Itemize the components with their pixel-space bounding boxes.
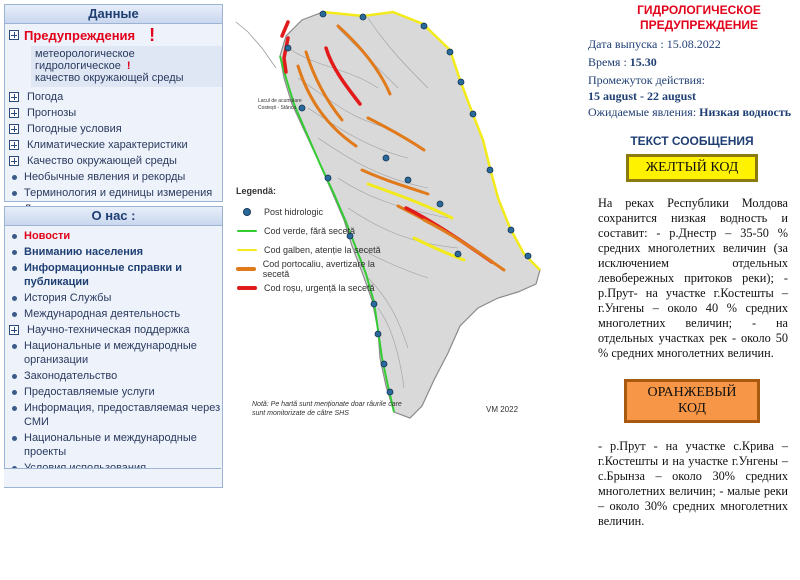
legend-label: Post hidrologic <box>264 206 324 217</box>
legend-item <box>236 221 396 240</box>
about-menu-item[interactable] <box>5 384 222 400</box>
river-red-4 <box>282 22 288 36</box>
validity-value-text: 15 august - 22 august <box>588 89 697 103</box>
bullet-icon <box>12 191 17 196</box>
about-menu-item[interactable] <box>5 430 222 460</box>
post-marker-icon <box>236 208 258 216</box>
menu-item-label[interactable]: Климатические характеристики <box>27 139 188 151</box>
submenu-item-environment[interactable]: качество окружающей среды <box>35 72 184 84</box>
line-swatch-icon <box>236 286 258 290</box>
validity-value <box>588 88 796 104</box>
expected-phenomena <box>588 104 796 120</box>
menu-item-label[interactable]: История Службы <box>24 292 112 304</box>
menu-item-label[interactable]: Вниманию населения <box>24 246 144 258</box>
bullet-icon <box>12 175 17 180</box>
data-menu <box>5 89 222 217</box>
expand-icon[interactable] <box>9 325 19 335</box>
yellow-code-text: На реках Республики Молдова сохранится низкая водность и составит: - р.Днестр – 35-50 % средних многолетних величин (за исключением отдельных левобережных притоков реки); - р.Прут- на участке г.Костешты – г.Унгены – около 40 % средних многолетних величин; - на отдельных участках рек - около 50 % средних многолетних величин. <box>598 196 788 360</box>
menu-item-label[interactable]: Научно-техническая поддержка <box>27 324 190 336</box>
bullet-icon <box>12 374 17 379</box>
about-menu-item[interactable] <box>5 228 222 244</box>
about-menu-item[interactable] <box>5 338 222 368</box>
map-legend <box>236 186 396 297</box>
data-menu-item[interactable] <box>5 89 222 105</box>
menu-item-label[interactable]: Прогнозы <box>27 107 77 119</box>
menu-item-label[interactable]: Терминология и единицы измерения <box>24 187 213 199</box>
issue-time <box>588 54 796 70</box>
issue-time-value: 15.30 <box>629 55 657 69</box>
bullet-icon <box>12 312 17 317</box>
legend-label: Cod roșu, urgență la secetă <box>264 282 375 293</box>
expand-icon[interactable] <box>9 156 19 166</box>
yellow-code-badge: ЖЕЛТЫЙ КОД <box>626 154 758 182</box>
bullet-icon <box>12 296 17 301</box>
data-panel <box>4 4 223 202</box>
data-menu-item[interactable] <box>5 137 222 153</box>
legend-label: Cod galben, atenție la secetă <box>264 244 381 255</box>
bullet-icon <box>12 266 17 271</box>
about-menu-item[interactable] <box>5 306 222 322</box>
menu-item-label[interactable]: Погода <box>27 91 64 103</box>
menu-item-label[interactable]: Национальные и международные организации <box>24 340 197 366</box>
expected-value: Низкая водность <box>699 105 792 119</box>
about-menu-item[interactable] <box>5 260 222 290</box>
bullet-icon <box>12 234 17 239</box>
line-swatch-icon <box>236 249 258 251</box>
map-note: Notă: Pe hartă sunt menționate doar râurile care sunt monitorizate de către SHS <box>252 401 402 417</box>
alert-icon: ! <box>126 60 131 72</box>
about-menu-item[interactable] <box>5 400 222 430</box>
about-menu-item[interactable] <box>5 322 222 338</box>
about-panel <box>4 206 223 488</box>
about-menu-item[interactable] <box>5 368 222 384</box>
bullet-icon <box>12 344 17 349</box>
warnings-label[interactable]: Предупреждения <box>24 27 136 43</box>
menu-item-label[interactable]: Новости <box>24 230 71 242</box>
map-credit: VM 2022 <box>486 405 519 414</box>
bulletin-title <box>588 3 796 33</box>
data-menu-item[interactable] <box>5 121 222 137</box>
legend-item <box>236 202 396 221</box>
data-menu-item[interactable] <box>5 105 222 121</box>
expand-icon[interactable] <box>9 124 19 134</box>
data-panel-header: Данные <box>5 5 222 24</box>
legend-item <box>236 278 396 297</box>
reservoir-label: Costești - Stânca <box>258 105 297 111</box>
legend-label: Cod verde, fără secetă <box>264 225 356 236</box>
expand-icon[interactable] <box>9 30 19 40</box>
bullet-icon <box>12 250 17 255</box>
expand-icon[interactable] <box>9 92 19 102</box>
warnings-menu-item[interactable] <box>5 24 222 46</box>
expand-icon[interactable] <box>9 108 19 118</box>
menu-item-label[interactable]: Информация, предоставляемая через СМИ <box>24 402 221 428</box>
issue-time-label: Время : <box>588 55 630 69</box>
panel-footer <box>4 468 221 487</box>
legend-item <box>236 259 396 278</box>
bulletin-meta <box>588 36 796 120</box>
message-title: ТЕКСТ СООБЩЕНИЯ <box>630 134 754 148</box>
menu-item-label[interactable]: Законодательство <box>24 370 118 382</box>
about-panel-header: О нас : <box>5 207 222 226</box>
about-menu-item[interactable] <box>5 290 222 306</box>
legend-item <box>236 240 396 259</box>
reservoir-label: Lacul de acumulare <box>258 98 302 104</box>
submenu-item-meteo[interactable]: метеорологическое <box>35 48 135 60</box>
data-menu-item[interactable] <box>5 169 222 185</box>
legend-title: Legendă: <box>236 186 277 196</box>
alert-icon: ! <box>149 25 156 45</box>
submenu-item-hydro[interactable] <box>35 60 218 72</box>
about-menu <box>5 228 222 492</box>
river-prut-left-bank <box>236 22 276 68</box>
menu-item-label[interactable]: Качество окружающей среды <box>27 155 177 167</box>
menu-item-label[interactable]: Погодные условия <box>27 123 122 135</box>
issue-date-label: Дата выпуска : <box>588 37 667 51</box>
menu-item-label[interactable]: Необычные явления и рекорды <box>24 171 186 183</box>
orange-code-badge: ОРАНЖЕВЫЙ КОД <box>624 379 760 423</box>
orange-code-text: - р.Прут - на участке с.Крива – г.Костешты и на участке г.Унгены – с.Брынза – около 30% средних многолетних величин; - малые реки – около 30% средних многолетних величин. <box>598 439 788 528</box>
expand-icon[interactable] <box>9 140 19 150</box>
menu-item-label[interactable]: Предоставляемые услуги <box>24 386 155 398</box>
bullet-icon <box>12 406 17 411</box>
about-menu-item[interactable] <box>5 244 222 260</box>
bullet-icon <box>12 436 17 441</box>
bulletin-title-line1: ГИДРОЛОГИЧЕСКОЕ <box>637 3 761 17</box>
submenu-item-hydro-label[interactable]: гидрологическое <box>35 60 121 72</box>
menu-item-label[interactable]: Национальные и международные проекты <box>24 432 197 458</box>
bulletin <box>588 0 796 529</box>
bulletin-title-line2: ПРЕДУПРЕЖДЕНИЕ <box>639 18 759 32</box>
legend-label: Cod portocaliu, avertizare la secetă <box>262 258 375 279</box>
bullet-icon <box>12 390 17 395</box>
issue-date-value: 15.08.2022 <box>666 37 721 51</box>
menu-item-label[interactable]: Информационные справки и публикации <box>24 262 182 288</box>
menu-item-label[interactable]: Международная деятельность <box>24 308 181 320</box>
expected-label: Ожидаемые явления: <box>588 105 700 119</box>
line-swatch-icon <box>236 230 258 232</box>
data-menu-item[interactable] <box>5 153 222 169</box>
warnings-submenu <box>31 46 222 87</box>
line-swatch-icon <box>236 267 257 271</box>
data-menu-item[interactable] <box>5 185 222 201</box>
issue-date <box>588 36 796 52</box>
validity-label: Промежуток действия: <box>588 73 705 87</box>
